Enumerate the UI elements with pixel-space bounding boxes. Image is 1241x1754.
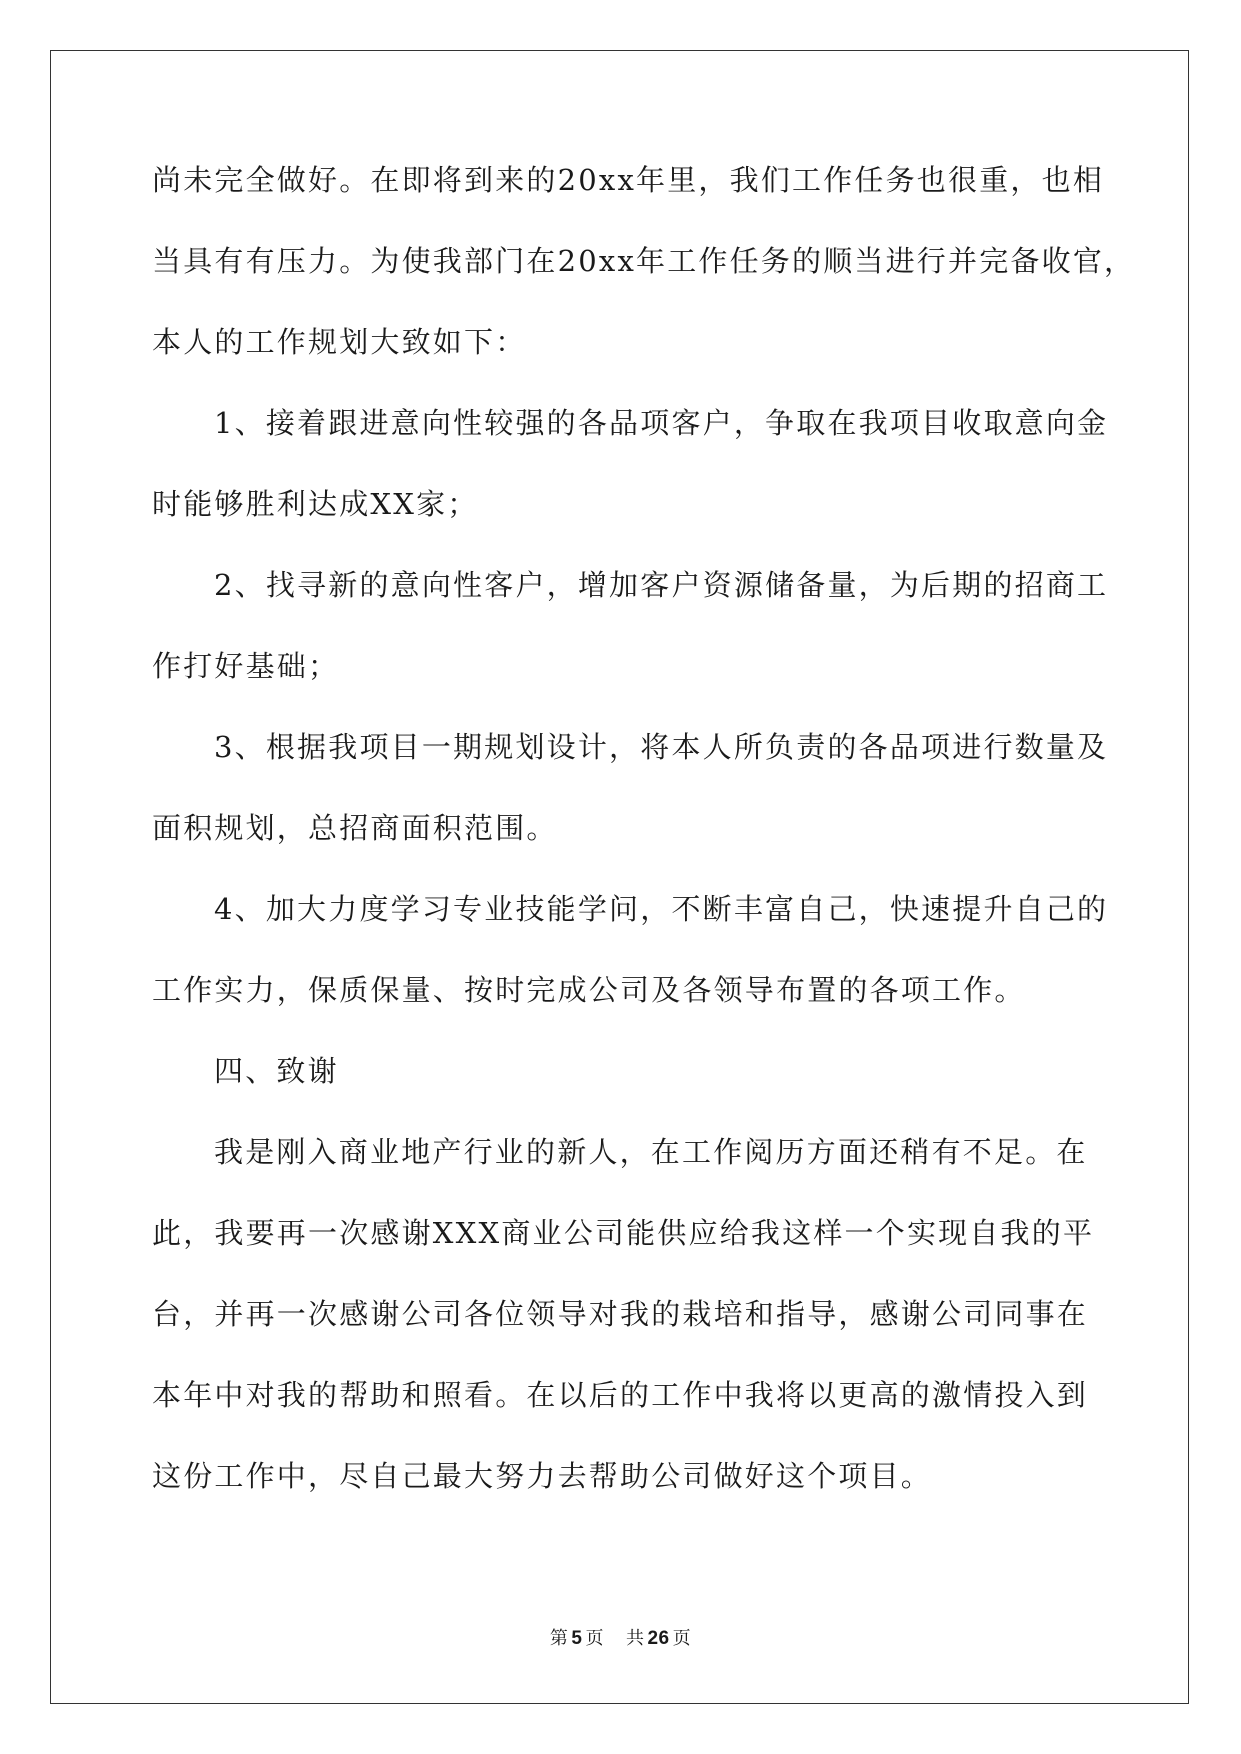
text-line: 面积规划，总招商面积范围。 <box>152 811 558 845</box>
text-line: 当具有有压力。为使我部门在20xx年工作任务的顺当进行并完备收官， <box>152 244 1136 278</box>
text-line: 工作实力，保质保量、按时完成公司及各领导布置的各项工作。 <box>152 973 1026 1007</box>
footer-total-suffix: 页 <box>672 1628 692 1649</box>
text-line: 四、致谢 <box>214 1054 339 1088</box>
footer-page-prefix: 第 <box>549 1628 569 1649</box>
text-line: 这份工作中，尽自己最大努力去帮助公司做好这个项目。 <box>152 1459 933 1493</box>
text-line: 4、加大力度学习专业技能学问，不断丰富自己，快速提升自己的 <box>214 892 1109 926</box>
document-body <box>152 163 1136 1540</box>
text-line: 时能够胜利达成XX家； <box>152 487 479 521</box>
footer-total-prefix: 共 <box>625 1628 645 1649</box>
text-line: 台，并再一次感谢公司各位领导对我的栽培和指导，感谢公司同事在 <box>152 1297 1089 1331</box>
text-line: 3、根据我项目一期规划设计，将本人所负责的各品项进行数量及 <box>214 730 1109 764</box>
text-line: 作打好基础； <box>152 649 340 683</box>
text-line: 2、找寻新的意向性客户，增加客户资源储备量，为后期的招商工 <box>214 568 1109 602</box>
page-footer <box>0 1624 1241 1650</box>
footer-page-suffix: 页 <box>585 1628 604 1649</box>
footer-total-pages: 26 <box>647 1628 670 1649</box>
text-line: 尚未完全做好。在即将到来的20xx年里，我们工作任务也很重，也相 <box>152 163 1105 197</box>
footer-page-number: 5 <box>571 1628 583 1649</box>
text-line: 我是刚入商业地产行业的新人，在工作阅历方面还稍有不足。在 <box>214 1135 1088 1169</box>
text-line: 本年中对我的帮助和照看。在以后的工作中我将以更高的激情投入到 <box>152 1378 1089 1412</box>
text-line: 本人的工作规划大致如下： <box>152 325 527 359</box>
text-line: 1、接着跟进意向性较强的各品项客户，争取在我项目收取意向金 <box>214 406 1109 440</box>
text-line: 此，我要再一次感谢XXX商业公司能供应给我这样一个实现自我的平 <box>152 1216 1095 1250</box>
